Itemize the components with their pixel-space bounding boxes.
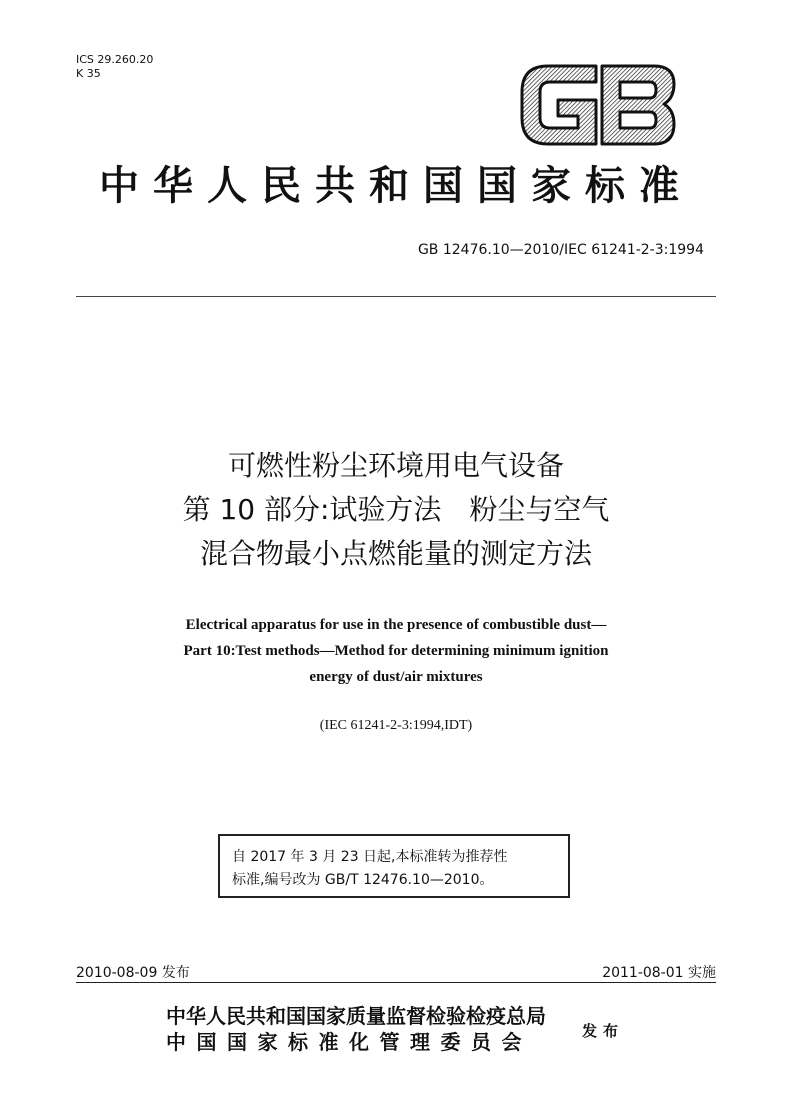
chinese-title-line-3: 混合物最小点燃能量的测定方法	[199, 537, 592, 570]
classification-codes	[76, 53, 153, 81]
issuer-aqsiq: 中华人民共和国国家质量监督检验检疫总局	[166, 1006, 546, 1028]
equivalence-note: (IEC 61241-2-3:1994,IDT)	[319, 718, 473, 733]
standard-number: GB 12476.10—2010/IEC 61241-2-3:1994	[417, 242, 704, 258]
chinese-title-line-1: 可燃性粉尘环境用电气设备	[227, 449, 564, 482]
header-divider	[76, 296, 716, 297]
standard-category-title: 中华人民共和国国家标准	[99, 163, 693, 208]
english-title	[60, 612, 732, 690]
issuer-sac: 中国国家标准化管理委员会	[166, 1032, 532, 1054]
issuing-authorities	[166, 1004, 546, 1056]
english-title-line-3: energy of dust/air mixtures	[309, 669, 483, 685]
english-title-line-1: Electrical apparatus for use in the presence of combustible dust—	[185, 617, 607, 633]
chinese-title-line-2: 第 10 部分:试验方法 粉尘与空气	[182, 493, 610, 526]
english-title-line-2: Part 10:Test methods—Method for determining minimum ignition	[183, 643, 609, 659]
ccs-code: K 35	[76, 67, 101, 80]
notice-line-1: 自 2017 年 3 月 23 日起,本标准转为推荐性	[232, 849, 508, 865]
publish-label: 发布	[582, 1024, 625, 1040]
ics-code: ICS 29.260.20	[76, 53, 154, 66]
issue-date: 2010-08-09 发布	[76, 965, 190, 981]
footer-divider	[76, 982, 716, 983]
notice-line-2: 标准,编号改为 GB/T 12476.10—2010。	[232, 872, 494, 888]
gb-logo-icon	[518, 62, 678, 148]
implementation-date: 2011-08-01 实施	[602, 965, 716, 981]
status-notice-box	[218, 834, 570, 898]
chinese-title	[60, 444, 732, 576]
